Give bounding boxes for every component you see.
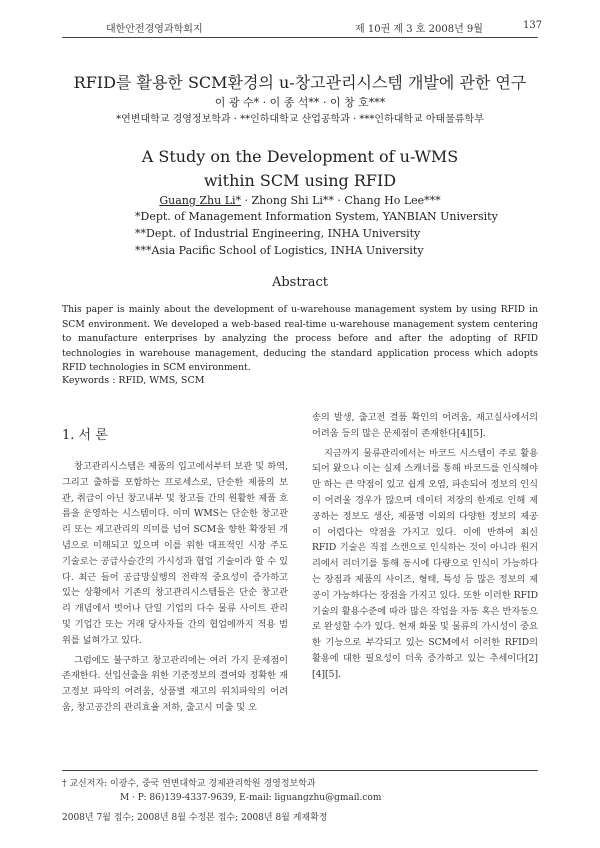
authors-korean: 이 광 수* · 이 종 석** · 이 창 호*** bbox=[214, 96, 386, 109]
corresponding-author: Guang Zhu Li* bbox=[159, 194, 242, 207]
keywords: Keywords : RFID, WMS, SCM bbox=[62, 375, 205, 386]
paragraph: 송의 발생, 출고전 결품 확인의 어려움, 재고실사에서의 어려움 등의 많은 문제점이 존재한다[4][5]. bbox=[312, 412, 538, 439]
paragraph: 그럼에도 불구하고 창고관리에는 여러 가지 문제점이 존재한다. 선입선출을 위한 기준정보의 결여와 정확한 재고정보 파악의 어려움, 상품별 재고의 위치파악의 어려움, 창고공간의 관리효율 저하, 출고시 미출 및 오 bbox=[62, 654, 288, 713]
paragraph: 지금까지 물류관리에서는 바코드 시스템이 주로 활용되어 왔으나 이는 실제 스캐너를 통해 바코드를 인식해야만 하는 큰 약점이 있고 쉽게 오염, 파손되어 정보의 인식이 어려울 경우가 많으며 데이터 저장의 한계로 인해 제공하는 정보도 생산, 제품명 이외의 다양한 정보의 제공이 어렵다는 약점을 가지고 있다. 이에 반하여 최신 RFID 기술은 직접 스캔으로 인식하는 것이 아니라 원거리에서 리더기를 통해 동시에 다량으로 인식이 가능하다는 장점과 제품의 사이즈, 형태, 특성 등 많은 정보의 제공이 가능하다는 장점을 가지고 있다. 또한 이러한 RFID 기술의 활용수준에 따라 많은 작업을 자동 혹은 반자동으로 완성할 수가 있다. 현재 화물 및 물류의 가시성이 중요한 기능으로 부각되고 있는 SCM에서 이러한 RFID의 활용에 대한 필요성이 더욱 증가하고 있는 추세이다[2][4][5]. bbox=[312, 447, 538, 680]
affiliation-3: ***Asia Pacific School of Logistics, INHA University bbox=[135, 244, 424, 257]
issue-info: 제 10권 제 3 호 2008년 9월 bbox=[355, 24, 483, 35]
co-authors: · Zhong Shi Li** · Chang Ho Lee*** bbox=[241, 194, 441, 207]
abstract-body: This paper is mainly about the development of u-warehouse management system by using RFID in SCM environment. We developed a web-based real-time u-warehouse management system centering to manufacture enterprises by analyzing the process before and after the adopting of RFID technologies in warehouse management, deducing the standard application process which adopts RFID technologies in SCM environment. bbox=[62, 304, 538, 373]
affiliations-korean: *연변대학교 경영정보학과 · **인하대학교 산업공학과 · ***인하대학교 아태물류학부 bbox=[116, 114, 484, 125]
affiliation-1: *Dept. of Management Information System, YANBIAN University bbox=[135, 210, 498, 223]
page-number: 137 bbox=[523, 20, 543, 31]
footnote-author: † 교신저자: 이광수, 중국 연변대학교 경제관리학원 경영정보학과 bbox=[62, 779, 316, 789]
authors-english bbox=[0, 194, 600, 207]
right-column bbox=[312, 410, 538, 683]
footnote-contact: M · P: 86)139-4337-9639, E-mail: liguangzhu@gmail.com bbox=[120, 793, 382, 803]
title-english-line2: within SCM using RFID bbox=[203, 171, 397, 190]
section-title: 1. 서 론 bbox=[62, 428, 108, 443]
title-english-line1: A Study on the Development of u-WMS bbox=[141, 147, 459, 166]
footnote-divider bbox=[62, 770, 538, 771]
title-korean: RFID를 활용한 SCM환경의 u-창고관리시스템 개발에 관한 연구 bbox=[73, 73, 527, 92]
title-english bbox=[0, 145, 600, 193]
paragraph: 창고관리시스템은 제품의 입고에서부터 보관 및 하역, 그리고 출하를 포함하는 프로세스로, 단순한 제품의 보관, 취급이 아닌 창고내부 및 창고들 간의 원활한 제품 흐름을 운영하는 시스템이다. 이미 WMS는 단순한 창고관리 또는 재고관리의 의미를 넘어 SCM을 향한 확장된 개념으로 이해되고 있으며 이를 위한 대표적인 시장 주도 기술로는 공급사슬간의 가시성과 협업 기술이라 할 수 있다. 최근 들어 공급망실행의 전략적 중요성이 증가하고 있는 상황에서 기존의 창고관리시스템들은 단순 창고관리 개념에서 벗어나 단일 기업의 다수 물류 사이트 관리 및 기업간 또는 거래 당사자들 간의 협업에까지 적용 범위를 넓혀가고 있다. bbox=[62, 461, 288, 646]
journal-name: 대한안전경영과학회지 bbox=[106, 24, 203, 35]
left-column bbox=[62, 459, 288, 716]
affiliation-2: **Dept. of Industrial Engineering, INHA University bbox=[135, 227, 421, 240]
abstract-heading: Abstract bbox=[271, 275, 329, 290]
header-divider bbox=[62, 37, 538, 38]
footnote-dates: 2008년 7월 접수; 2008년 8월 수정본 접수; 2008년 8월 게재확정 bbox=[62, 813, 328, 823]
